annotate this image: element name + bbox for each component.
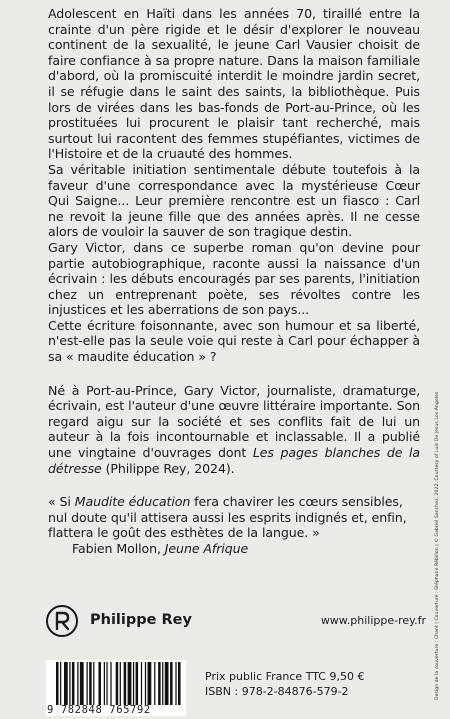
cover-credits: Design de la couverture : Chant | Couverture : Stéphane Rébillon | © Gabriel Sanchez, 2022. Courtesy of Luis De Jesus Los Angeles	[435, 391, 440, 700]
publisher-name: Philippe Rey	[90, 612, 192, 628]
quote-author: Fabien Mollon,	[72, 541, 165, 556]
barcode	[46, 660, 186, 716]
publisher-website: www.philippe-rey.fr	[320, 614, 426, 627]
author-bio-text: Né à Port-au-Prince, Gary Victor, journaliste, dramaturge, écrivain, est l'auteur d'une œuvre littéraire importante. Son regard aigu sur la société et ses conflits fait de lui un auteur à la fois incontournable et inclassable. Il a publié une vingtaine d'ouvrages dont	[48, 382, 420, 461]
price-block	[205, 669, 364, 699]
synopsis-paragraph-3: Gary Victor, dans ce superbe roman qu'on devine pour partie autobiographique, raconte aussi la naissance d'un écrivain : les débuts encouragés par ses parents, l'initiation chez un entreprenant poète, ses révoltes contre les injustices et les aberrations de son pays...	[48, 239, 420, 318]
publisher-row	[46, 605, 426, 641]
bio-book-info: (Philippe Rey, 2024).	[105, 460, 235, 476]
price-label: Prix public France TTC 9,50 €	[205, 670, 365, 683]
publisher-logo-icon	[46, 605, 78, 637]
synopsis-paragraph-1: Adolescent en Haïti dans les années 70, tiraillé entre la crainte d'un père rigide et le désir d'explorer le nouveau continent de la sexualité, le jeune Carl Vausier choisit de faire confiance à sa propre nature. Dans la maison familiale d'abord, où la promiscuité interdit le moindre jardin secret, il se réfugie dans le saint des saints, la bibliothèque. Puis lors de virées dans les bas-fonds de Port-au-Prince, où les prostituées lui procurent le plaisir tant recherché, mais surtout lui racontent des femmes stupéfiantes, victimes de l'Histoire et de la cruauté des hommes.	[48, 6, 420, 162]
press-quote	[48, 494, 420, 541]
quote-text: fera chavirer les cœurs sensibles, nul doute qu'il attisera aussi les esprits indignés et, enfin, flattera le goût des esthètes de la langue. »	[48, 494, 407, 541]
synopsis-paragraph-2: Sa véritable initiation sentimentale débute toutefois à la faveur d'une correspondance avec la mystérieuse Cœur Qui Saigne... Leur première rencontre est un fiasco : Carl ne revoit la jeune fille que des années après. Il ne cesse alors de vouloir la sauver de son tragique destin.	[48, 161, 420, 240]
quote-book-title: Maudite éducation	[74, 494, 191, 510]
synopsis-paragraph-4: Cette écriture foisonnante, avec son humour et sa liberté, n'est-elle pas la seule voie qui reste à Carl pour échapper à sa « maudite éducation » ?	[48, 317, 420, 365]
barcode-digits: 9 782848 765792	[47, 704, 151, 716]
barcode-icon	[56, 662, 182, 705]
quote-open: « Si	[48, 494, 75, 510]
bio-book-title: Les pages blanches de la détresse	[48, 445, 421, 476]
quote-source: Jeune Afrique	[164, 541, 249, 556]
isbn: ISBN : 978-2-84876-579-2	[205, 685, 349, 698]
back-cover-text	[48, 6, 420, 557]
quote-attribution	[72, 541, 420, 557]
author-bio	[48, 383, 420, 477]
